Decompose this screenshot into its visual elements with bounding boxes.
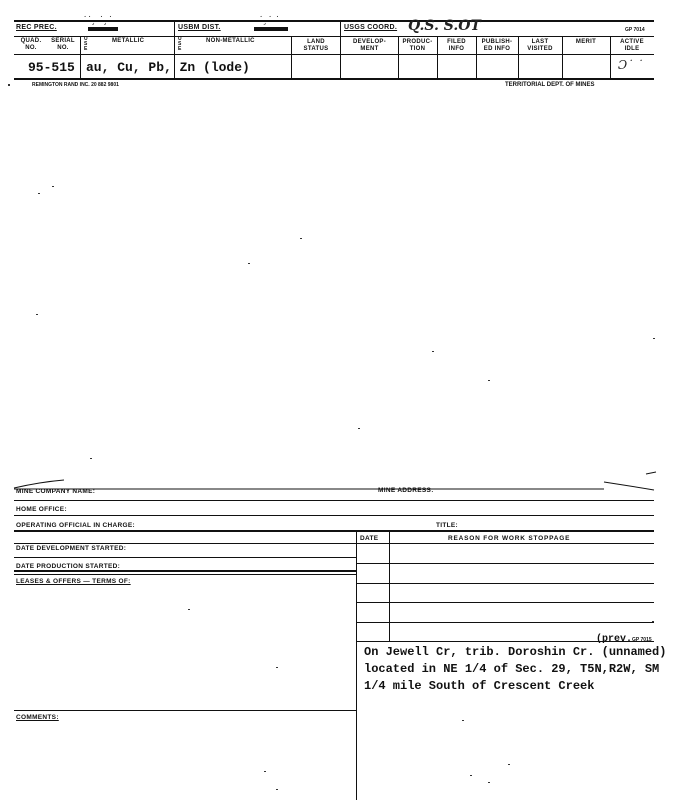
speck — [488, 782, 490, 783]
col-land-status: LAND STATUS — [303, 39, 329, 52]
rule-production — [14, 570, 356, 572]
top-card-rule-bottom — [14, 78, 654, 80]
center-divider — [356, 530, 357, 800]
stoppage-row-rule — [356, 622, 654, 623]
redaction-mark — [88, 27, 118, 31]
divider — [174, 20, 175, 36]
record-metallic: au, Cu, Pb, Zn (lode) — [86, 60, 250, 75]
col-quad-no: QUAD. NO. — [20, 38, 42, 51]
divider — [291, 36, 292, 78]
rule-mine-company — [14, 500, 654, 501]
rule-home-office — [14, 515, 654, 516]
record-serial: 95-515 — [28, 60, 75, 75]
stoppage-row-rule — [356, 583, 654, 584]
stoppage-row-rule — [356, 602, 654, 603]
location-line: On Jewell Cr, trib. Doroshin Cr. (unnamed) — [364, 645, 667, 659]
speck — [52, 186, 54, 187]
stoppage-row-rule — [356, 563, 654, 564]
usgs-coord-value: Q.S. S.OT — [408, 18, 481, 34]
date-column-header: DATE — [360, 535, 379, 542]
usbm-dist-label: USBM DIST. — [178, 24, 221, 31]
date-production-label: DATE PRODUCTION STARTED: — [16, 563, 121, 570]
col-development: DEVELOP- MENT — [352, 39, 387, 52]
rule-dev-started-bottom — [14, 557, 356, 558]
mine-address-label: MINE ADDRESS: — [378, 487, 434, 494]
home-office-label: HOME OFFICE: — [16, 506, 67, 513]
printer-line: REMINGTON RAND INC. 20 882 9801 — [32, 82, 119, 88]
col-use-nonmetallic: U S E — [178, 36, 182, 52]
bottom-form-number: GP 7015 — [632, 637, 652, 643]
speck — [248, 263, 250, 264]
date-development-label: DATE DEVELOPMENT STARTED: — [16, 545, 127, 552]
speck — [36, 314, 38, 315]
col-active-idle: ACTIVE IDLE — [620, 39, 644, 52]
speck — [432, 351, 434, 352]
location-line: located in NE 1/4 of Sec. 29, T5N,R2W, SM — [364, 662, 660, 676]
card-edge — [0, 466, 678, 496]
department-line: TERRITORIAL DEPT. OF MINES — [505, 82, 595, 88]
divider — [398, 36, 399, 78]
mine-company-name-label: MINE COMPANY NAME: — [16, 488, 96, 495]
col-merit: MERIT — [575, 39, 597, 45]
rec-prec-label: REC PREC. — [16, 24, 57, 31]
col-published-info: PUBLISH- ED INFO — [481, 39, 513, 52]
col-non-metallic: NON-METALLIC — [206, 38, 255, 44]
speck — [488, 380, 490, 381]
speck — [276, 667, 278, 668]
speck — [38, 193, 40, 194]
speck — [264, 771, 266, 772]
speck — [8, 84, 10, 86]
rule-production-2 — [14, 574, 356, 575]
rec-prec-mark: ˙˙¸ ˙¸˙ — [82, 16, 112, 26]
speck — [300, 238, 302, 239]
divider — [340, 36, 341, 78]
divider — [610, 36, 611, 78]
rule-operating — [14, 530, 654, 532]
speck — [470, 775, 472, 776]
divider — [562, 36, 563, 78]
col-serial-no: SERIAL NO. — [51, 38, 75, 51]
rule-stoppage-header — [356, 543, 654, 544]
comments-label: COMMENTS: — [16, 714, 59, 721]
top-form-number: GP 7014 — [625, 27, 645, 33]
leases-offers-label: LEASES & OFFERS — TERMS OF: — [16, 578, 131, 585]
redaction-mark — [254, 27, 288, 31]
top-card-rule-header — [14, 36, 654, 37]
speck — [358, 428, 360, 429]
speck — [188, 609, 190, 610]
reason-column-header: REASON FOR WORK STOPPAGE — [448, 535, 571, 542]
usbm-dist-mark: ˙¸˙ ˙ — [258, 16, 279, 26]
speck — [462, 720, 464, 721]
col-use-metallic: U S E — [84, 36, 88, 52]
col-metallic: METALLIC — [112, 38, 145, 44]
location-line: 1/4 mile South of Crescent Creek — [364, 679, 595, 693]
speck — [508, 764, 510, 765]
rule-dev-started — [14, 543, 356, 544]
col-filed-info: FILED INFO — [447, 39, 466, 52]
title-label: TITLE: — [436, 522, 459, 529]
speck — [652, 621, 654, 622]
col-last-visited: LAST VISITED — [527, 39, 553, 52]
divider — [476, 36, 477, 78]
active-idle-mark: Ɔ˙ ˙ — [618, 58, 643, 72]
rule-comments — [14, 710, 356, 711]
col-production: PRODUC- TION — [402, 39, 433, 52]
operating-official-label: OPERATING OFFICIAL IN CHARGE: — [16, 522, 135, 529]
divider — [518, 36, 519, 78]
usgs-coord-label: USGS COORD. — [344, 24, 398, 31]
speck — [90, 458, 92, 459]
divider — [80, 36, 81, 78]
top-card-rule-columns — [14, 54, 654, 55]
prev-note: (prev. — [596, 634, 633, 645]
divider — [340, 20, 341, 36]
speck — [653, 338, 655, 339]
date-column-divider — [389, 530, 390, 641]
divider — [437, 36, 438, 78]
speck — [276, 789, 278, 790]
